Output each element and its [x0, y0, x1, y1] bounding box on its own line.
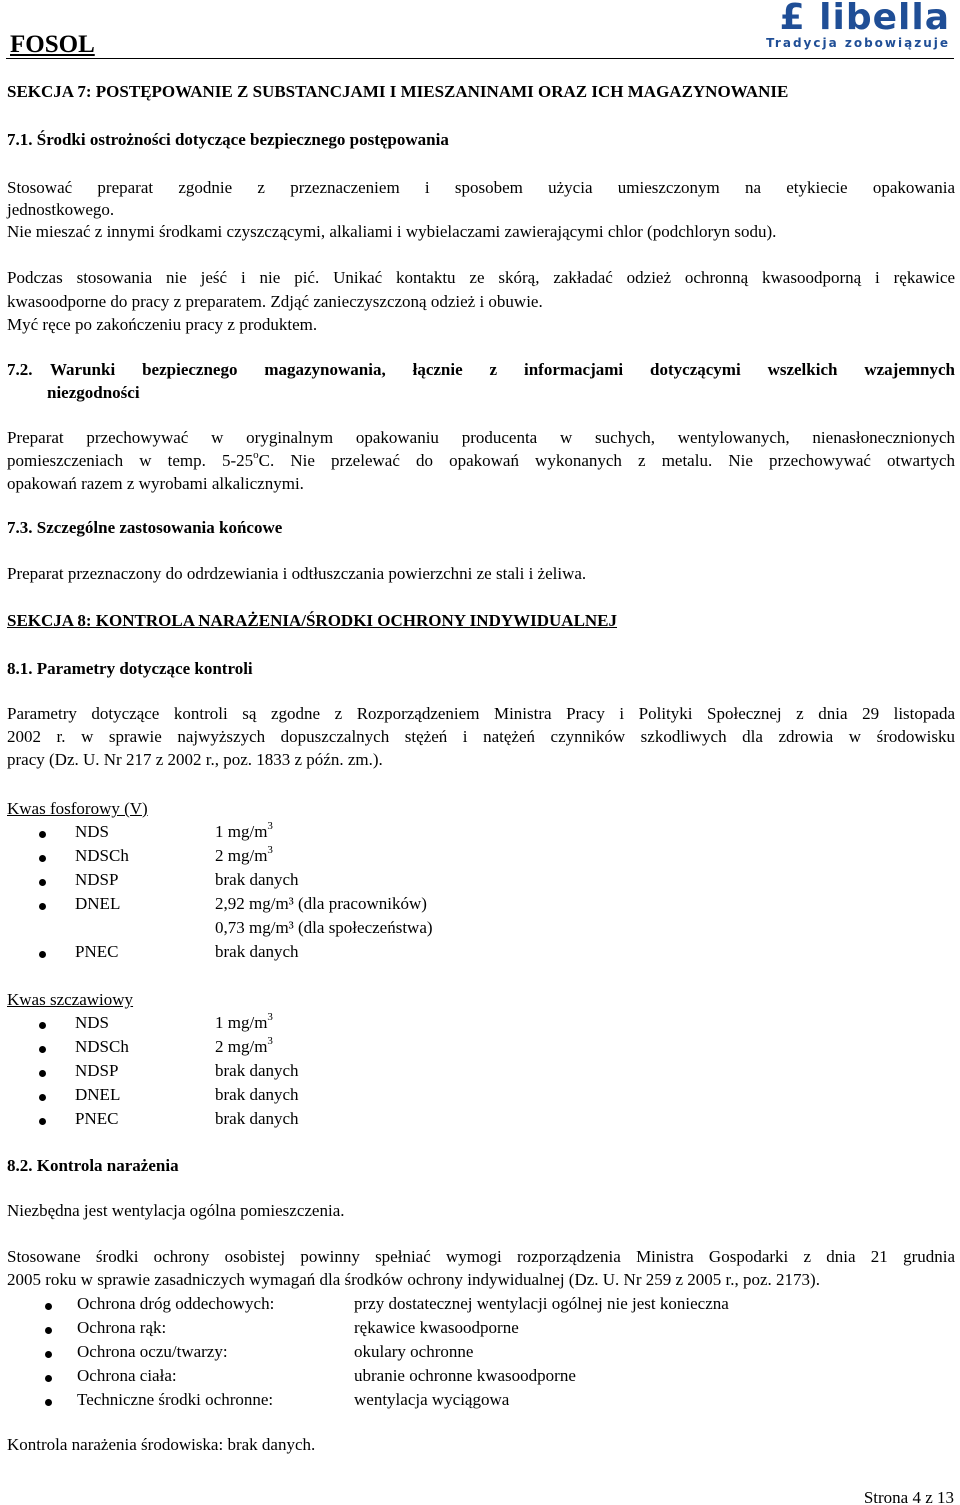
- acid1-title: Kwas fosforowy (V): [7, 799, 148, 818]
- para-8-2-ventilation: Niezbędna jest wentylacja ogólna pomieszczenia.: [7, 1201, 345, 1220]
- bullet-icon: [45, 1375, 52, 1382]
- para-7-1-usage-line-3: Myć ręce po zakończeniu pracy z produktem.: [7, 315, 318, 334]
- libella-logo: [764, 2, 954, 52]
- brand-name: FOSOL: [10, 31, 95, 58]
- bullet-icon: [39, 1070, 46, 1077]
- para-7-1-line-2: jednostkowego.: [7, 200, 115, 219]
- logo-tagline: Tradycja zobowiązuje: [766, 36, 950, 50]
- bullet-icon: [45, 1351, 52, 1358]
- para-8-1-line-1: Parametry dotyczące kontroli są zgodne z Rozporządzeniem Ministra Pracy i Polityki Społecznej z dnia 29 listopada: [7, 704, 955, 723]
- bullet-icon: [39, 903, 46, 910]
- bullet-icon: [39, 951, 46, 958]
- heading-8-2: 8.2. Kontrola narażenia: [7, 1156, 179, 1175]
- para-8-1-line-2: 2002 r. w sprawie najwyższych dopuszczalnych stężeń i natężeń czynników szkodliwych dla zdrowia w środowisku: [7, 727, 955, 746]
- heading-7-2-line-1: Warunki bezpiecznego magazynowania, łącznie z informacjami dotyczącymi wszelkich wzajemnych: [50, 360, 955, 379]
- heading-7-3: 7.3. Szczególne zastosowania końcowe: [7, 518, 283, 537]
- para-7-1-mixing: Nie mieszać z innymi środkami czyszczącymi, alkaliami i wybielaczami zawierającymi chlor (podchloryn sodu).: [7, 222, 777, 241]
- para-7-1-usage-line-2: kwasoodporne do pracy z preparatem. Zdjąć zanieczyszczoną odzież i obuwie.: [7, 292, 543, 311]
- para-8-2-environment: Kontrola narażenia środowiska: brak danych.: [7, 1435, 316, 1454]
- para-7-1-usage-line-1: Podczas stosowania nie jeść i nie pić. Unikać kontaktu ze skórą, zakładać odzież ochronną kwasoodporną i rękawice: [7, 268, 955, 287]
- bullet-icon: [39, 1022, 46, 1029]
- heading-7-2-line-2: niezgodności: [47, 383, 140, 402]
- bullet-icon: [39, 879, 46, 886]
- page-number: Strona 4 z 13: [863, 1488, 954, 1505]
- bullet-icon: [39, 831, 46, 838]
- bullet-icon: [39, 1118, 46, 1125]
- para-8-2-ppe-line-1: Stosowane środki ochrony osobistej powinny spełniać wymogi rozporządzenia Ministra Gospodarki z dnia 21 grudnia: [7, 1247, 955, 1266]
- page-header: [6, 0, 954, 60]
- header-rule: [6, 58, 954, 59]
- bullet-icon: [39, 1046, 46, 1053]
- bullet-icon: [45, 1327, 52, 1334]
- para-8-1-line-3: pracy (Dz. U. Nr 217 z 2002 r., poz. 1833 z późn. zm.).: [7, 750, 383, 769]
- section-8-title: SEKCJA 8: KONTROLA NARAŻENIA/ŚRODKI OCHRONY INDYWIDUALNEJ: [7, 611, 618, 630]
- para-7-3: Preparat przeznaczony do odrdzewiania i odtłuszczania powierzchni ze stali i żeliwa.: [7, 564, 587, 583]
- bullet-icon: [45, 1399, 52, 1406]
- bullet-icon: [45, 1303, 52, 1310]
- para-7-2-line-1: Preparat przechowywać w oryginalnym opakowaniu producenta w suchych, wentylowanych, nienasłonecznionych: [7, 428, 955, 447]
- bullet-icon: [39, 855, 46, 862]
- para-7-2-line-2: pomieszczeniach w temp. 5-25$^o$C. Nie przelewać do opakowań wykonanych z metalu. Nie przechowywać otwartych: [7, 449, 955, 470]
- para-8-2-ppe-line-2: 2005 roku w sprawie zasadniczych wymagań dla środków ochrony indywidualnej (Dz. U. Nr 259 z 2005 r., poz. 2173).: [7, 1270, 820, 1289]
- section-7-title: SEKCJA 7: POSTĘPOWANIE Z SUBSTANCJAMI I MIESZANINAMI ORAZ ICH MAGAZYNOWANIE: [7, 82, 789, 101]
- logo-wordmark: £ libella: [779, 0, 950, 38]
- heading-7-1: 7.1. Środki ostrożności dotyczące bezpiecznego postępowania: [7, 130, 449, 149]
- heading-8-1: 8.1. Parametry dotyczące kontroli: [7, 659, 253, 678]
- para-7-1-line-1: Stosować preparat zgodnie z przeznaczeniem i sposobem użycia umieszczonym na etykiecie opakowania: [7, 178, 955, 197]
- bullet-icon: [39, 1094, 46, 1101]
- para-7-2-line-3: opakowań razem z wyrobami alkalicznymi.: [7, 474, 304, 493]
- heading-7-2-number: 7.2.: [7, 360, 33, 379]
- acid2-title: Kwas szczawiowy: [7, 990, 134, 1009]
